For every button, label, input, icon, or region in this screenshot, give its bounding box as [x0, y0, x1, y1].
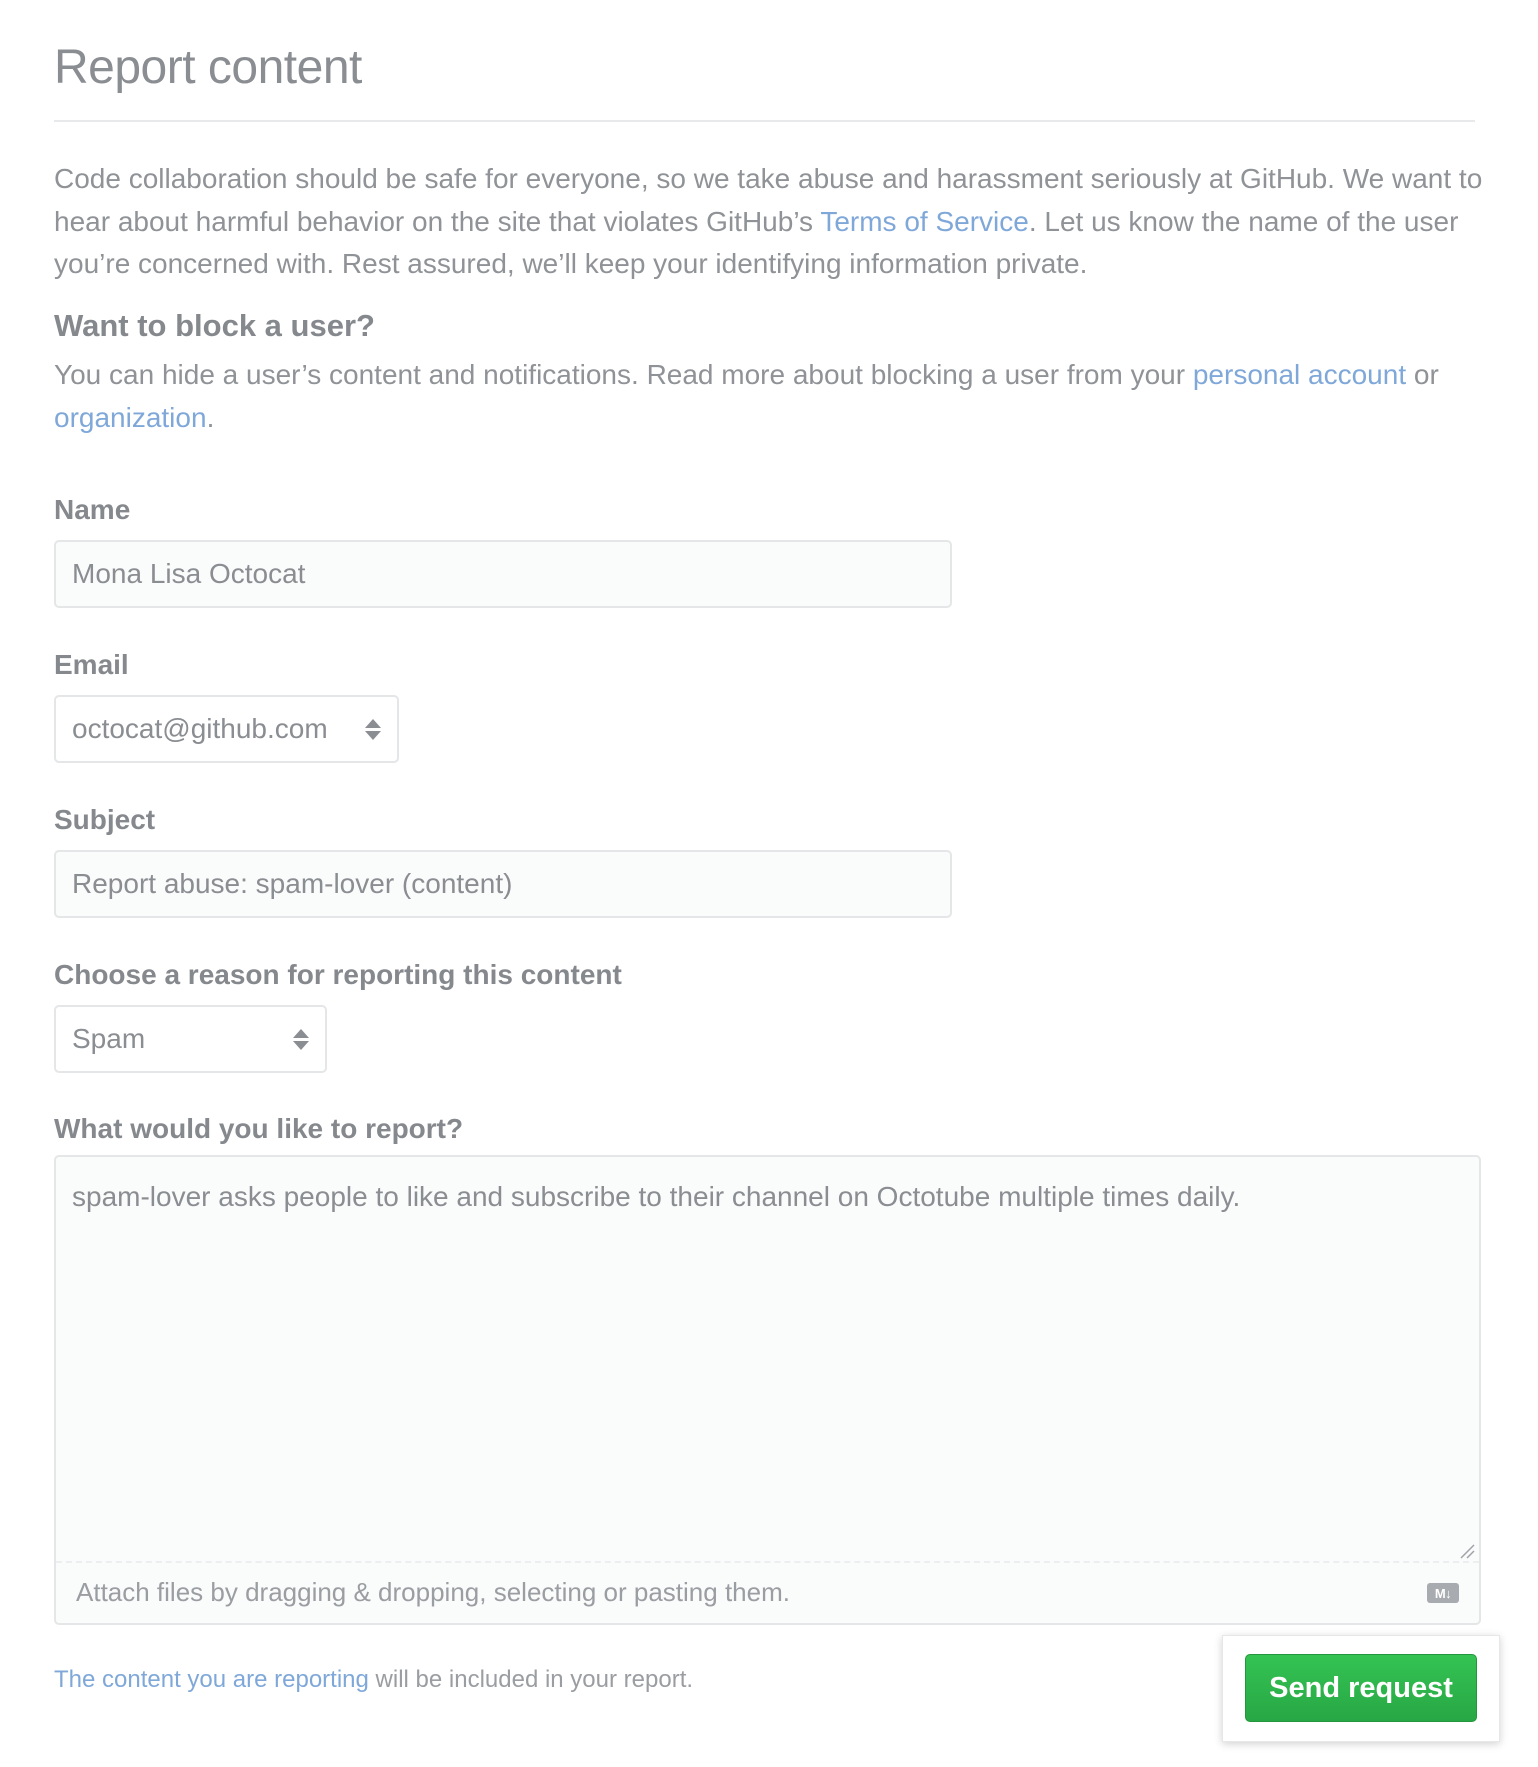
select-arrows-icon	[293, 1029, 309, 1050]
intro-text-end: . Let us know the name of the user you’re concerned with. Rest assured, we’ll keep your identifying information private.	[54, 205, 1459, 279]
block-text-start: You can hide a user’s content and notifications. Read more about blocking a user from your	[54, 359, 1193, 390]
personal-account-link[interactable]: personal account	[1192, 359, 1407, 390]
footer-note-suffix: will be included in your report.	[368, 1666, 694, 1693]
reported-content-link[interactable]: The content you are reporting	[54, 1666, 369, 1693]
intro-text-start: Code collaboration should be safe for everyone, so we take abuse and harassment seriously at GitHub. We want to hear about harmful behavior on the site that violates GitHub’s	[54, 163, 1483, 237]
block-text-middle: or	[1406, 359, 1439, 390]
markdown-icon[interactable]: M↓	[1427, 1583, 1459, 1603]
email-selected-value: octocat@github.com	[72, 713, 328, 744]
report-textarea[interactable]	[54, 1155, 1481, 1625]
page-title: Report content	[54, 41, 362, 94]
attach-files-hint: Attach files by dragging & dropping, selecting or pasting them.	[76, 1577, 790, 1607]
report-label: What would you like to report?	[54, 1113, 464, 1144]
email-label: Email	[54, 649, 129, 680]
terms-of-service-link[interactable]: Terms of Service	[820, 205, 1029, 237]
block-text-end: .	[206, 401, 215, 433]
name-field[interactable]: Mona Lisa Octocat	[54, 540, 952, 608]
intro-paragraph	[54, 158, 1484, 286]
resize-handle-icon[interactable]	[1457, 1541, 1475, 1559]
reason-selected-value: Spam	[72, 1023, 146, 1054]
reason-select[interactable]	[54, 1005, 327, 1073]
email-select[interactable]	[54, 695, 399, 763]
block-user-paragraph	[54, 354, 1494, 439]
block-user-heading: Want to block a user?	[54, 308, 375, 343]
attach-files-bar[interactable]	[56, 1561, 1479, 1623]
organization-link[interactable]: organization	[54, 401, 207, 433]
subject-label: Subject	[54, 804, 156, 835]
send-request-button[interactable]: Send request	[1245, 1654, 1477, 1722]
select-arrows-icon	[365, 719, 381, 740]
title-divider	[54, 120, 1475, 122]
subject-field[interactable]: Report abuse: spam-lover (content)	[54, 850, 952, 918]
footer-note	[54, 1666, 693, 1694]
reason-label: Choose a reason for reporting this content	[54, 959, 622, 990]
report-textarea-text[interactable]: spam-lover asks people to like and subscribe to their channel on Octotube multiple times daily.	[72, 1181, 1241, 1212]
name-label: Name	[54, 494, 131, 525]
